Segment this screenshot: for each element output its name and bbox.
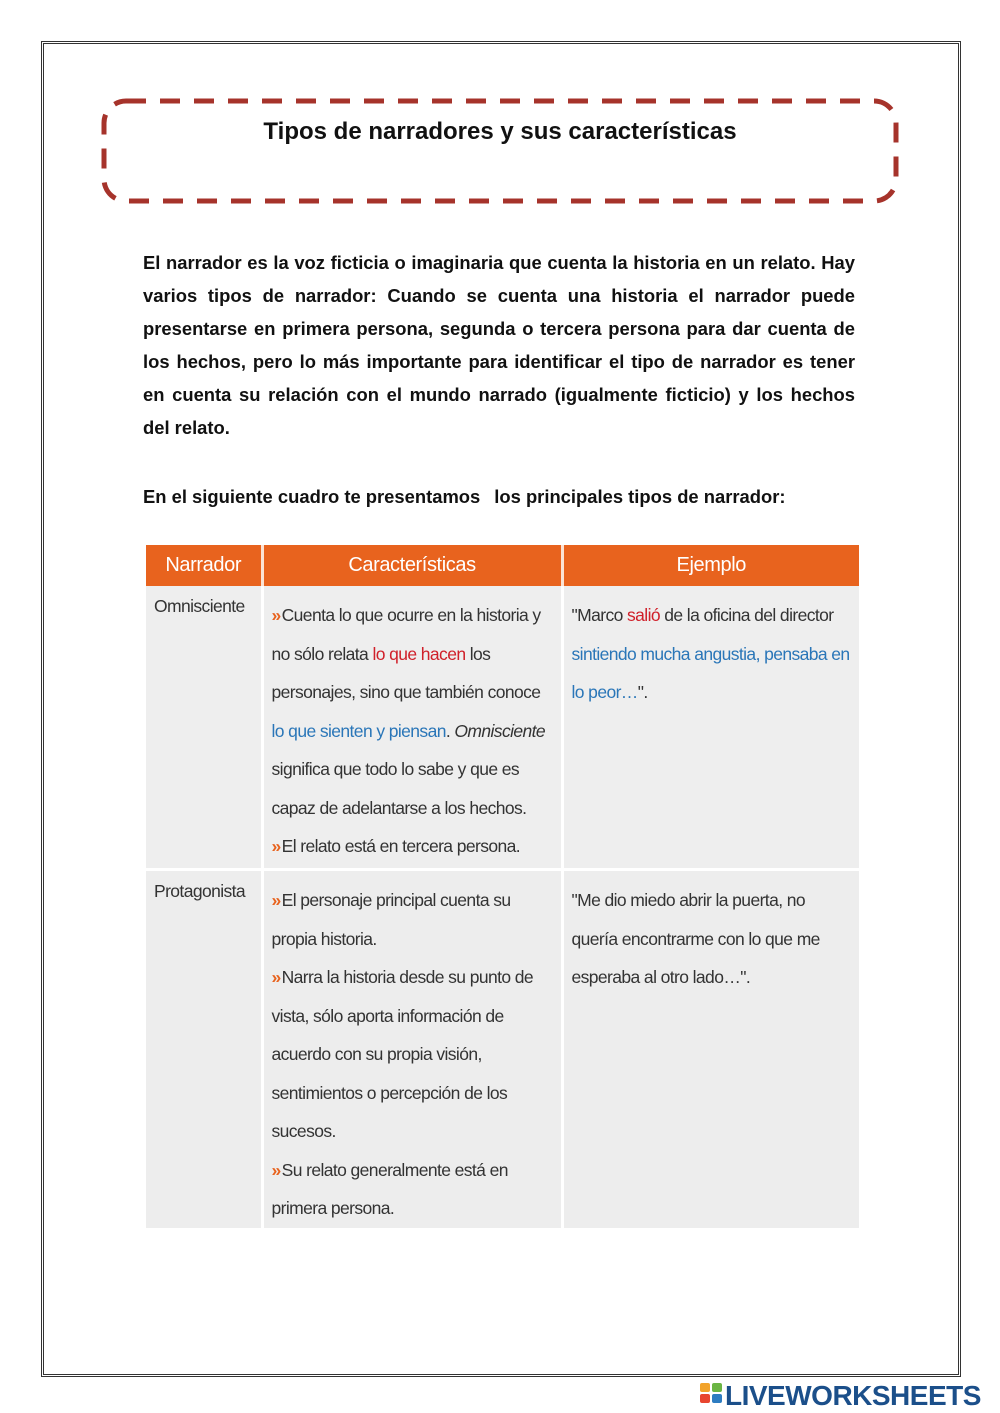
title-frame	[100, 96, 900, 206]
characteristics-cell	[262, 586, 562, 870]
characteristics-cell	[262, 870, 562, 1228]
highlight-blue: lo que sienten y piensan	[271, 720, 446, 741]
characteristic-item: »El relato está en tercera persona.	[271, 836, 520, 856]
example-cell	[562, 870, 859, 1228]
highlight-red: lo que hacen	[372, 643, 466, 664]
narrator-cell	[146, 586, 262, 870]
bullet-icon: »	[271, 836, 281, 856]
highlight-red: salió	[627, 605, 660, 625]
narrator-name: Protagonista	[154, 881, 246, 901]
bullet-icon: »	[271, 890, 281, 910]
page-title: Tipos de narradores y sus características	[263, 118, 737, 145]
characteristic-item: »Cuenta lo que ocurre en la historia y no sólo relata lo que hacen los personajes, sino que también conoce lo que sienten y piensan. Omnisciente significa que todo lo sabe y que es capaz de adelantarse a los hechos.	[271, 605, 546, 818]
logo-grid-icon	[700, 1383, 724, 1405]
highlight-blue: sintiendo mucha angustia, pensaba en lo peor…	[571, 643, 850, 702]
brand-name: LIVEWORKSHEETS	[725, 1380, 981, 1411]
bullet-icon: »	[271, 1159, 281, 1180]
narrator-name: Omnisciente	[154, 596, 245, 616]
example-cell	[562, 586, 859, 870]
bullet-icon: »	[271, 605, 281, 625]
dashed-title-border	[100, 96, 900, 206]
narrator-cell	[146, 870, 262, 1228]
lead-part-a: En el siguiente cuadro te presentamos	[143, 486, 481, 507]
bullet-icon: »	[271, 967, 281, 987]
characteristic-item: »Su relato generalmente está en primera persona.	[271, 1159, 508, 1218]
example-text: "Marco salió de la oficina del director sintiendo mucha angustia, pensaba en lo peor…".	[571, 605, 850, 702]
table-row	[146, 586, 859, 870]
italic-term: Omnisciente	[454, 720, 546, 741]
example-text: "Me dio miedo abrir la puerta, no quería encontrarme con lo que me esperaba al otro lado…".	[571, 890, 820, 987]
liveworksheets-logo[interactable]	[700, 1378, 1000, 1411]
table-row	[146, 870, 859, 1228]
header-ejemplo: Ejemplo	[562, 545, 859, 586]
intro-paragraph: El narrador es la voz ficticia o imaginaria que cuenta la historia en un relato. Hay varios tipos de narrador: Cuando se cuenta una historia el narrador puede presentarse en primera persona, segunda o tercera persona para dar cuenta de los hechos, pero lo más importante para identificar el tipo de narrador es tener en cuenta su relación con el mundo narrado (igualmente ficticio) y los hechos del relato.	[143, 252, 855, 438]
characteristic-item: »Narra la historia desde su punto de vista, sólo aporta información de acuerdo con su propia visión, sentimientos o percepción de los sucesos.	[271, 967, 534, 1141]
header-narrador: Narrador	[146, 545, 262, 586]
header-caracteristicas: Características	[262, 545, 562, 586]
narrator-types-table	[146, 545, 859, 1228]
characteristic-item: »El personaje principal cuenta su propia historia.	[271, 890, 511, 949]
lead-part-b: los principales tipos de narrador:	[494, 486, 786, 507]
lead-sentence	[143, 480, 863, 513]
table-header-row	[146, 545, 859, 586]
